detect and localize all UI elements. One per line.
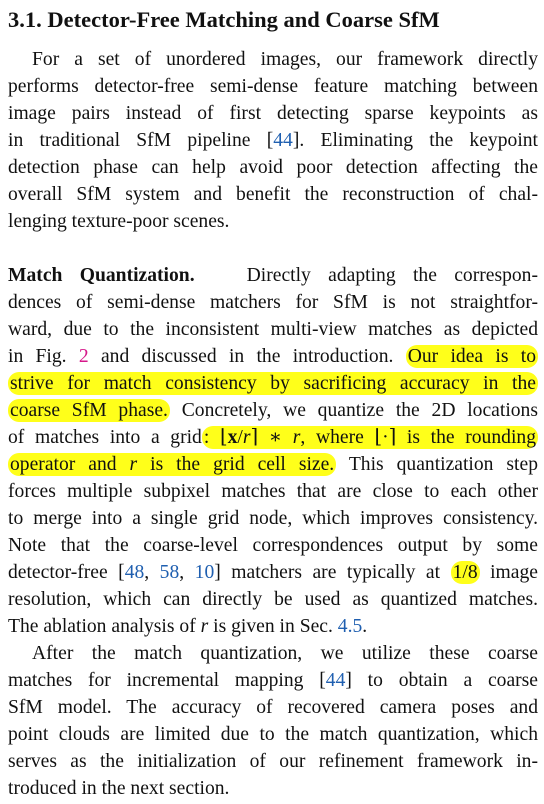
text-line xyxy=(8,370,538,397)
text-line: forces multiple subpixel matches that are close to each other xyxy=(8,481,538,502)
text-line: resolution, which can directly be used as quantized matches. xyxy=(8,589,538,610)
citation-link[interactable]: 10 xyxy=(194,562,215,583)
text-line: dences of semi-dense matchers for SfM is not straightfor- xyxy=(8,292,538,313)
highlighted-text: Our idea is to xyxy=(407,346,537,367)
text-line: SfM model. The accuracy of recovered camera poses and xyxy=(8,697,538,718)
text-line: of matches into a grid : ⌊x/r⌉ ∗ r, where ⌊·⌉ is the rounding xyxy=(8,427,536,448)
text-line: performs detector-free semi-dense feature matching between xyxy=(8,76,538,97)
paragraph-heading: Match Quantization. xyxy=(8,265,195,286)
highlighted-text: operator and r is the grid cell size. xyxy=(10,454,335,475)
text-line: in Fig. 2 and discussed in the introduction. Our idea is to xyxy=(8,346,537,367)
text-line: matches for incremental mapping [44] to obtain a coarse xyxy=(8,670,538,691)
text-line: detector-free [48, 58, 10] matchers are typically at 1/8 image xyxy=(8,562,538,583)
text-line: Match Quantization. Directly adapting the correspon- xyxy=(8,265,539,286)
text-line: point clouds are limited due to the match quantization, which xyxy=(8,724,538,745)
section-link[interactable]: 4.5 xyxy=(337,616,363,637)
citation-link[interactable]: 44 xyxy=(273,130,293,151)
text-line: coarse SfM phase. Concretely, we quantize the 2D locations xyxy=(10,400,538,421)
text-line: The ablation analysis of r is given in Sec. 4.5. xyxy=(8,616,368,637)
text-line: Note that the coarse-level correspondences output by some xyxy=(8,535,538,556)
text-line: lenging texture-poor scenes. xyxy=(8,211,230,232)
highlighted-text: strive for match consistency by sacrificing accuracy in the xyxy=(10,373,536,394)
highlighted-text: 1/8 xyxy=(452,562,478,583)
text-line: overall SfM system and benefit the reconstruction of chal- xyxy=(8,184,538,205)
text-line: After the match quantization, we utilize these coarse xyxy=(32,643,538,664)
citation-link[interactable]: 44 xyxy=(325,670,346,691)
figure-link[interactable]: 2 xyxy=(78,346,89,367)
text-line: serves as the initialization of our refinement framework in- xyxy=(8,751,538,772)
text-line: For a set of unordered images, our framework directly xyxy=(32,49,538,70)
text-line: image pairs instead of first detecting sparse keypoints as xyxy=(8,103,538,124)
citation-link[interactable]: 48 xyxy=(124,562,145,583)
highlighted-text: : ⌊x/r⌉ ∗ r, where ⌊·⌉ is the rounding xyxy=(203,427,536,448)
text-line: troduced in the next section. xyxy=(8,778,230,799)
highlighted-text: coarse SfM phase. xyxy=(10,400,168,421)
text-line: ward, due to the inconsistent multi-view matches as depicted xyxy=(8,319,538,340)
text-line: operator and r is the grid cell size. This quantization step xyxy=(10,454,538,475)
text-line: to merge into a single grid node, which improves consistency. xyxy=(8,508,538,529)
text-line: in traditional SfM pipeline [44]. Eliminating the keypoint xyxy=(8,130,538,151)
text-line: detection phase can help avoid poor detection affecting the xyxy=(8,157,538,178)
section-heading: 3.1. Detector-Free Matching and Coarse SfM xyxy=(8,7,440,32)
citation-link[interactable]: 58 xyxy=(159,562,180,583)
